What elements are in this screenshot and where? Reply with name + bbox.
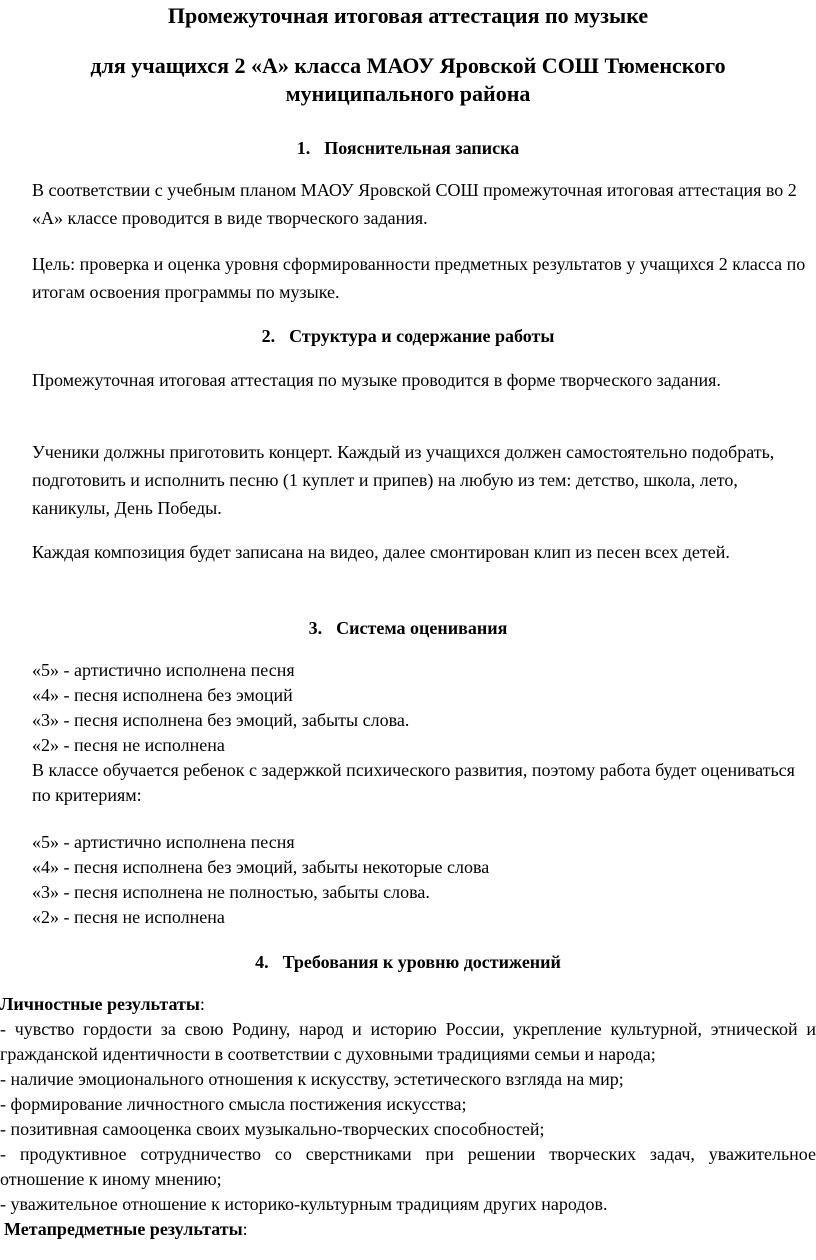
section-2-paragraph-2: Ученики должны приготовить концерт. Каждый из учащихся должен самостоятельно подобрать, подготовить и исполнить песню (1 куплет и припев) на любую из тем: детство, школа, лето, каникулы, День Победы. bbox=[32, 442, 775, 518]
document-title: Промежуточная итоговая аттестация по музыке bbox=[167, 3, 649, 28]
list-item: «2» - песня не исполнена bbox=[32, 907, 225, 927]
section-1-heading bbox=[0, 136, 816, 160]
section-4-heading bbox=[0, 950, 816, 974]
list-item: - наличие эмоционального отношения к искусству, эстетического взгляда на мир; bbox=[0, 1069, 624, 1089]
grading-list-main bbox=[32, 658, 816, 808]
list-item: «3» - песня исполнена не полностью, забыты слова. bbox=[32, 882, 430, 902]
grading-list-special bbox=[32, 830, 816, 930]
section-3-heading bbox=[0, 616, 816, 640]
section-title: Требования к уровню достижений bbox=[282, 952, 561, 972]
section-number: 3. bbox=[308, 618, 323, 638]
list-item: «4» - песня исполнена без эмоций bbox=[32, 685, 293, 705]
list-item: «5» - артистично исполнена песня bbox=[32, 660, 295, 680]
personal-results bbox=[0, 992, 816, 1242]
label-colon: : bbox=[199, 994, 205, 1014]
list-item: «5» - артистично исполнена песня bbox=[32, 832, 295, 852]
personal-results-label: Личностные результаты bbox=[0, 994, 200, 1014]
section-number: 1. bbox=[296, 138, 311, 158]
list-item: «3» - песня исполнена без эмоций, забыты слова. bbox=[32, 710, 410, 730]
list-item: - продуктивное сотрудничество со сверстниками при решении творческих задач, уважительное отношение к иному мнению; bbox=[0, 1144, 816, 1189]
list-item: «4» - песня исполнена без эмоций, забыты некоторые слова bbox=[32, 857, 490, 877]
document-subtitle: для учащихся 2 «А» класса МАОУ Яровской СОШ Тюменского муниципального района bbox=[90, 53, 726, 106]
section-1-paragraph-2: Цель: проверка и оценка уровня сформированности предметных результатов у учащихся 2 класса по итогам освоения программы по музыке. bbox=[32, 254, 806, 302]
list-item: - позитивная самооценка своих музыкально-творческих способностей; bbox=[0, 1119, 545, 1139]
list-item: «2» - песня не исполнена bbox=[32, 735, 225, 755]
section-title: Структура и содержание работы bbox=[289, 326, 555, 346]
section-number: 4. bbox=[255, 952, 269, 972]
list-item: - уважительное отношение к историко-культурным традициям других народов. bbox=[0, 1194, 608, 1214]
meta-results-label: Метапредметные результаты bbox=[4, 1219, 243, 1239]
special-needs-note: В классе обучается ребенок с задержкой психического развития, поэтому работа будет оцениваться по критериям: bbox=[32, 760, 795, 805]
section-2-paragraph-1: Промежуточная итоговая аттестация по музыке проводится в форме творческого задания. bbox=[32, 370, 721, 390]
section-title: Пояснительная записка bbox=[324, 138, 520, 158]
section-2-paragraph-3: Каждая композиция будет записана на видео, далее смонтирован клип из песен всех детей. bbox=[32, 542, 730, 562]
section-title: Система оценивания bbox=[336, 618, 508, 638]
section-number: 2. bbox=[261, 326, 276, 346]
label-colon: : bbox=[242, 1219, 248, 1239]
section-2-heading bbox=[0, 324, 816, 348]
list-item: - чувство гордости за свою Родину, народ и историю России, укрепление культурной, этнической и гражданской идентичности в соответствии с духовными традициями семьи и народа; bbox=[0, 1019, 816, 1064]
section-1-paragraph-1: В соответствии с учебным планом МАОУ Яровской СОШ промежуточная итоговая аттестация во 2 «А» классе проводится в виде творческого задания. bbox=[32, 180, 797, 228]
list-item: - формирование личностного смысла постижения искусства; bbox=[0, 1094, 467, 1114]
